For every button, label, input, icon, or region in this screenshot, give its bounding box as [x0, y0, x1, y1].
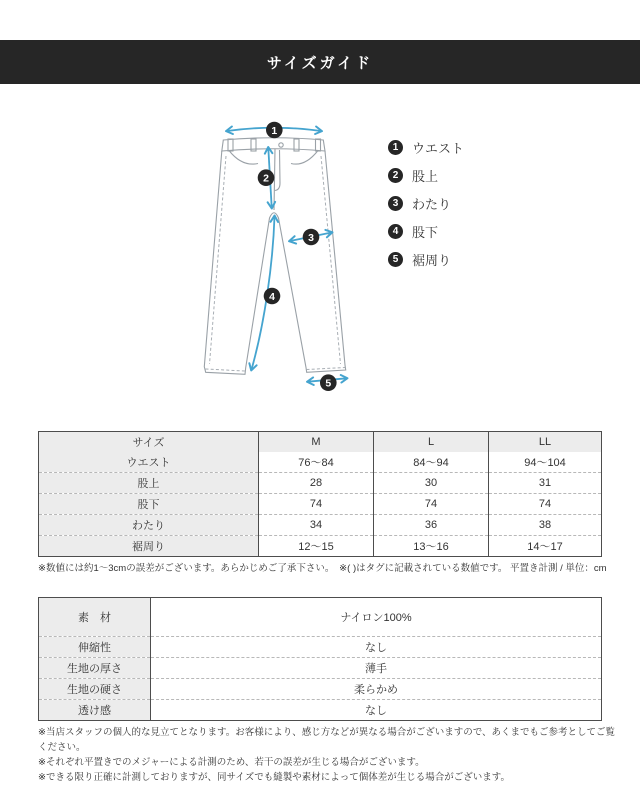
row-label: 股上: [39, 473, 259, 494]
cell-value: ナイロン100%: [151, 598, 602, 637]
legend-number-badge: 1: [388, 140, 403, 155]
table-row: [39, 679, 602, 700]
cell-value: 30: [374, 473, 489, 494]
table-row: [39, 598, 602, 637]
row-label: 裾周り: [39, 536, 259, 557]
cell-value: 74: [259, 494, 374, 515]
row-label: 生地の厚さ: [39, 658, 151, 679]
legend-number-badge: 2: [388, 168, 403, 183]
cell-value: 76〜84: [259, 452, 374, 473]
legend-number-badge: 3: [388, 196, 403, 211]
cell-value: 74: [374, 494, 489, 515]
size-table-header-cell: サイズ: [39, 432, 259, 453]
legend-label: 股上: [412, 168, 439, 184]
size-table-header-cell: L: [374, 432, 489, 453]
marker-3: 3: [308, 231, 314, 244]
table-row: [39, 473, 602, 494]
legend-label: ウエスト: [412, 140, 465, 156]
measurement-arrows: [227, 128, 347, 382]
legend-number-badge: 4: [388, 224, 403, 239]
footer-note-line: ※それぞれ平置きでのメジャーによる計測のため、若干の誤差が生じる場合がございます。: [38, 757, 425, 768]
footer-notes: [38, 725, 623, 785]
pants-stitching: [206, 156, 346, 371]
marker-4: 4: [269, 290, 275, 303]
cell-value: 薄手: [151, 658, 602, 679]
table-row: [39, 536, 602, 557]
table-row: [39, 700, 602, 721]
pants-outline: [204, 138, 345, 375]
spec-table: [38, 597, 602, 721]
row-label: ウエスト: [39, 452, 259, 473]
cell-value: 84〜94: [374, 452, 489, 473]
table-row: [39, 637, 602, 658]
cell-value: 74: [489, 494, 602, 515]
pants-diagram-section: [0, 84, 640, 431]
legend-number-badge: 5: [388, 252, 403, 267]
cell-value: 28: [259, 473, 374, 494]
row-label: 透け感: [39, 700, 151, 721]
marker-1: 1: [271, 124, 278, 137]
row-label: 股下: [39, 494, 259, 515]
cell-value: なし: [151, 700, 602, 721]
cell-value: なし: [151, 637, 602, 658]
row-label: わたり: [39, 515, 259, 536]
table-row: [39, 658, 602, 679]
legend-item-thigh: [388, 189, 464, 217]
size-table-header-row: [39, 432, 602, 453]
legend-item-inseam: [388, 217, 464, 245]
footer-note-line: ※当店スタッフの個人的な見立てとなります。お客様により、感じ方などが異なる場合がございますので、あくまでもご参考としてご覧ください。: [38, 727, 616, 753]
cell-value: 柔らかめ: [151, 679, 602, 700]
row-label: 素 材: [39, 598, 151, 637]
row-label: 生地の硬さ: [39, 679, 151, 700]
marker-2: 2: [263, 172, 269, 185]
size-table-header-cell: M: [259, 432, 374, 453]
cell-value: 94〜104: [489, 452, 602, 473]
legend-label: わたり: [412, 196, 452, 212]
row-label: 伸縮性: [39, 637, 151, 658]
page-title: サイズガイド: [266, 54, 374, 72]
cell-value: 12〜15: [259, 536, 374, 557]
size-table-header-cell: LL: [489, 432, 602, 453]
marker-5: 5: [325, 377, 332, 390]
measurement-legend: [388, 133, 464, 273]
pants-measurement-diagram-icon: [195, 112, 395, 407]
size-table: [38, 431, 602, 557]
legend-item-hem: [388, 245, 464, 273]
cell-value: 13〜16: [374, 536, 489, 557]
title-bar: [0, 40, 640, 84]
cell-value: 34: [259, 515, 374, 536]
cell-value: 31: [489, 473, 602, 494]
table-row: [39, 515, 602, 536]
cell-value: 14〜17: [489, 536, 602, 557]
legend-item-rise: [388, 161, 464, 189]
cell-value: 36: [374, 515, 489, 536]
legend-label: 裾周り: [412, 252, 452, 268]
table-row: [39, 494, 602, 515]
size-table-note: ※数値には約1〜3cmの誤差がございます。あらかじめご了承下さい。 ※( )はタグに記載されている数値です。 平置き計測 / 単位：cm: [38, 563, 607, 574]
legend-label: 股下: [412, 224, 439, 240]
footer-note-line: ※できる限り正確に計測しておりますが、同サイズでも縫製や素材によって個体差が生じる場合がございます。: [38, 772, 510, 783]
cell-value: 38: [489, 515, 602, 536]
legend-item-waist: [388, 133, 464, 161]
table-row: [39, 452, 602, 473]
